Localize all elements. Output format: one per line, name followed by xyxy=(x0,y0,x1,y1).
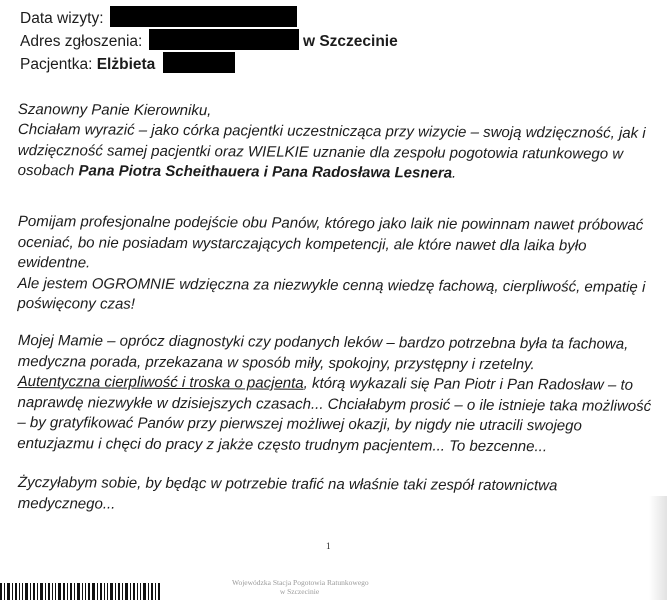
institution-stamp: Wojewódzka Stacja Pogotowia Ratunkowego w Szczecinie xyxy=(232,578,369,596)
underlined-phrase: Autentyczna cierpliwość i troska o pacjenta xyxy=(17,372,304,392)
text-line: poświęcony czas! xyxy=(17,294,136,313)
text-line: Autentyczna cierpliwość i troska o pacjenta, którą wykazali się Pan Piotr i Pan Radosław – to xyxy=(17,372,634,394)
redaction-bar xyxy=(149,29,299,50)
text-line: Pomijam profesjonalne podejście obu Panów, którego jako laik nie powinnam nawet próbować xyxy=(17,212,644,234)
patient-label: Pacjentka: xyxy=(20,56,93,73)
address-row xyxy=(20,29,398,53)
paragraph-2 xyxy=(17,212,658,318)
address-label: Adres zgłoszenia: xyxy=(20,33,143,50)
paragraph-3 xyxy=(17,331,658,458)
text-line: ewidentne. xyxy=(17,253,91,272)
text-line: osobach Pana Piotra Scheithauera i Pana Radosława Lesnera. xyxy=(17,161,457,182)
text-line: entuzjazmu i chęci do pracy z jakże często trudnym pacjentem... To bezcenne... xyxy=(17,434,548,455)
paragraph-1 xyxy=(18,120,658,185)
text-line: Chciałam wyrazić – jako córka pacjentki uczestnicząca przy wizycie – swoją wdzięczność, jak i xyxy=(17,120,646,142)
text-line: Mojej Mamie – oprócz diagnostyki czy podanych leków – bardzo potrzebna była ta fachowa, xyxy=(17,331,629,353)
text-line: wdzięczność samej pacjentki oraz WIELKIE uznanie dla zespołu pogotowia ratunkowego w xyxy=(17,141,624,163)
crew-names: Pana Piotra Scheithauera i Pana Radosława Lesnera xyxy=(78,162,453,182)
text-line: Ale jestem OGROMNIE wdzięczna za niezwykle cenną wiedzę fachową, cierpliwość, empatię i xyxy=(17,274,646,296)
barcode xyxy=(0,583,160,600)
letter-salutation: Szanowny Panie Kierowniku, xyxy=(17,100,212,120)
text-line: medycznego... xyxy=(17,494,116,513)
text-line: medyczna porada, przekazana w sposób miły, spokojny, przystępny i rzetelny. xyxy=(17,352,535,373)
patient-first-name: Elżbieta xyxy=(96,56,156,73)
visit-date-label: Data wizyty: xyxy=(20,10,104,27)
redaction-bar xyxy=(163,52,235,73)
text-line: naprawdę niezwykłe w dzisiejszych czasach... Chciałabym prosić – o ile istnieje taka możliwość xyxy=(17,393,652,415)
text-line: oceniać, bo nie posiadam wystarczających kompetencji, ale które nawet dla laika było xyxy=(17,233,587,254)
text-line: Życzyłabym sobie, by będąc w potrzebie trafić na właśnie taki zespół ratownictwa xyxy=(17,473,558,495)
page-number: 1 xyxy=(326,541,331,551)
visit-date-row xyxy=(20,6,297,30)
scan-edge-shadow xyxy=(649,496,667,600)
paragraph-4 xyxy=(18,473,658,518)
patient-row xyxy=(20,52,235,76)
address-city: w Szczecinie xyxy=(302,33,398,50)
text-line: – by gratyfikować Panów przy pierwszej możliwej okazji, by nigdy nie utracili swojego xyxy=(17,413,582,435)
redaction-bar xyxy=(110,6,297,27)
